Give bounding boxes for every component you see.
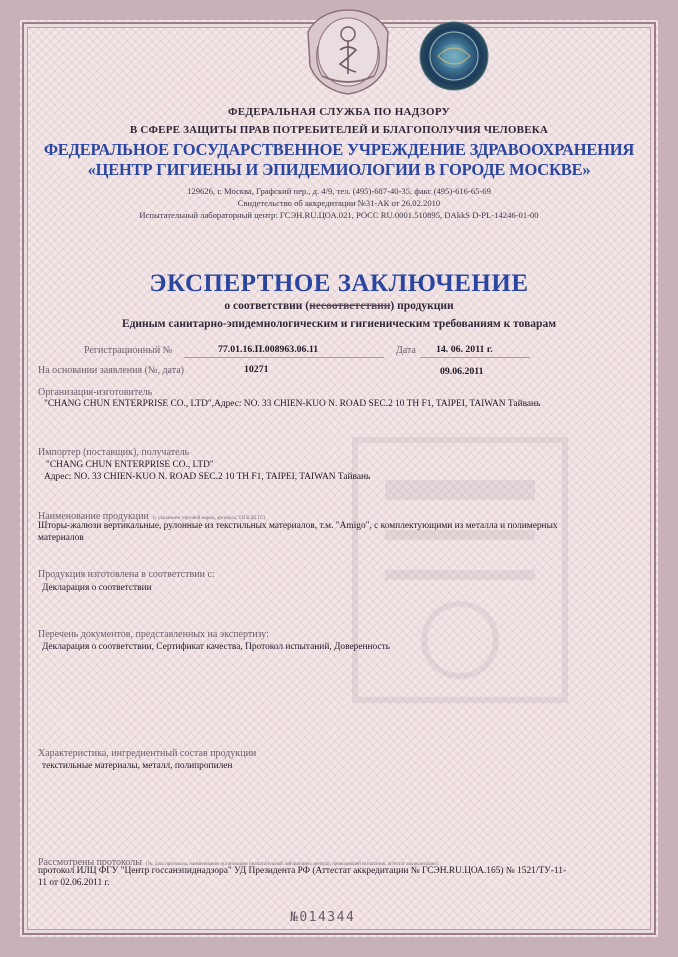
manufacturer-label: Организация-изготовитель	[38, 387, 153, 398]
product-value-line1: Шторы-жалюзи вертикальные, рулонные из текстильных материалов, т.м. "Amigo", с комплектующими из металла и полимерных	[38, 521, 558, 531]
agency-name-line1: ФЕДЕРАЛЬНАЯ СЛУЖБА ПО НАДЗОРУ	[227, 106, 451, 118]
accreditation-certificate: Свидетельство об аккредитации №31-АК от 26.02.2010	[237, 198, 441, 208]
application-label: На основании заявления (№, дата)	[38, 365, 184, 376]
importer-address: Адрес: NO. 33 CHIEN-KUO N. ROAD SEC.2 10 TH F1, TAIPEI, TAIWAN Тайвань	[44, 472, 371, 482]
registration-date-label: Дата	[396, 345, 416, 356]
composition-label: Характеристика, ингредиентный состав продукции	[38, 748, 257, 759]
hologram-seal-icon	[418, 20, 490, 92]
registration-date-underline	[420, 357, 530, 358]
watermark-shape	[345, 430, 575, 710]
protocols-label-note: (№, дата протокола, наименование организации (испытательной лаборатории, центра), проводившей испытания, аттестат аккредитации):	[145, 862, 439, 867]
product-value-line2: материалов	[38, 533, 84, 543]
registration-number: 77.01.16.П.008963.06.11	[218, 344, 319, 355]
product-label-note: (с указанием торговой марки, артикула, ТН ВЭД ТС)	[152, 516, 266, 521]
lab-center-info: Испытательный лабораторный центр: ГСЭН.RU.ЦОА.021, РОСС RU.0001.510895, DAkkS D-PL-14246-01-00	[139, 210, 539, 220]
subtitle-suffix: ) продукции	[390, 300, 454, 312]
manufacturer-value: "CHANG CHUN ENTERPRISE CO., LTD",Адрес: NO. 33 CHIEN-KUO N. ROAD SEC.2 10 TH F1, TAIPEI, TAIWAN Тайвань	[44, 399, 541, 409]
registration-label: Регистрационный №	[84, 345, 173, 356]
importer-name: "CHANG CHUN ENTERPRISE CO., LTD"	[46, 460, 214, 470]
protocols-label: Рассмотрены протоколы	[38, 857, 142, 868]
organization-name-line2: «ЦЕНТР ГИГИЕНЫ И ЭПИДЕМИОЛОГИИ В ГОРОДЕ МОСКВЕ»	[87, 160, 591, 179]
registration-underline	[184, 357, 384, 358]
serial-number: №014344	[290, 910, 356, 925]
application-number: 10271	[244, 364, 269, 375]
document-subtitle	[30, 300, 648, 312]
organization-address: 129626, г. Москва, Графский пер., д. 4/9, тел. (495)-687-40-35, факс (495)-616-65-69	[187, 186, 491, 196]
product-label: Наименование продукции	[38, 511, 149, 522]
application-date: 09.06.2011	[440, 366, 484, 377]
agency-name-line2: В СФЕРЕ ЗАЩИТЫ ПРАВ ПОТРЕБИТЕЛЕЙ И БЛАГОПОЛУЧИЯ ЧЕЛОВЕКА	[129, 124, 549, 136]
document-title: ЭКСПЕРТНОЕ ЗАКЛЮЧЕНИЕ	[149, 270, 529, 297]
importer-label: Импортер (поставщик), получатель	[38, 447, 190, 458]
protocols-value-line1: протокол ИЛЦ ФГУ "Центр госсанэпиднадзора" УД Президента РФ (Аттестат аккредитации № ГСЭН.RU.ЦОА.165) № 1521/ТУ-11-	[38, 866, 567, 876]
documents-value: Декларация о соответствии, Сертификат качества, Протокол испытаний, Доверенность	[42, 642, 390, 652]
protocols-value-line2: 11 от 02.06.2011 г.	[38, 878, 110, 888]
produced-value: Декларация о соответствии	[42, 583, 152, 593]
subtitle-struck-word: несоответствии	[309, 300, 391, 312]
produced-label: Продукция изготовлена в соответствии с:	[38, 569, 215, 580]
subtitle-prefix: о соответствии (	[224, 300, 310, 312]
registration-date: 14. 06. 2011 г.	[436, 344, 493, 355]
composition-value: текстильные материалы, металл, полипропилен	[42, 761, 233, 771]
document-subtitle-2: Единым санитарно-эпидемиологическим и гигиеническим требованиям к товарам	[121, 318, 557, 330]
documents-label: Перечень документов, представленных на экспертизу:	[38, 629, 269, 640]
organization-name-line1: ФЕДЕРАЛЬНОЕ ГОСУДАРСТВЕННОЕ УЧРЕЖДЕНИЕ ЗДРАВООХРАНЕНИЯ	[43, 140, 635, 159]
ministry-emblem-icon	[300, 6, 396, 98]
